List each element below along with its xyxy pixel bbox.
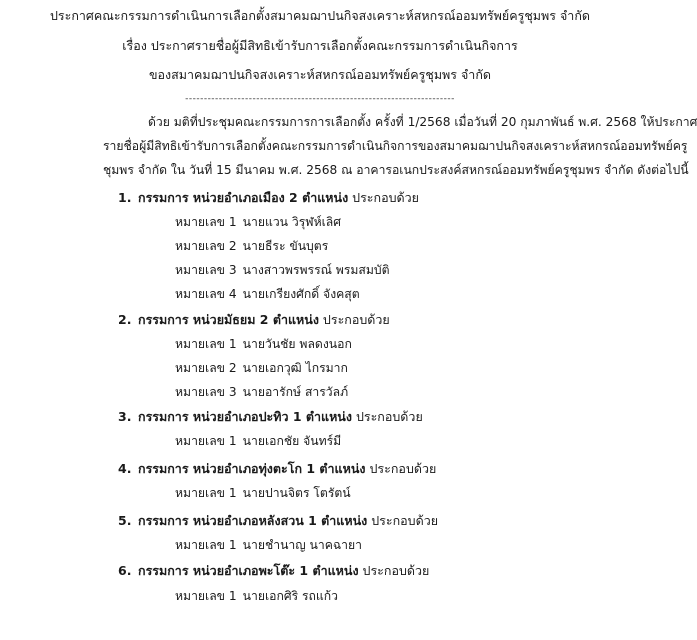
candidate-entry <box>175 384 348 400</box>
section-number: 3. <box>118 409 132 424</box>
section-heading <box>118 409 423 425</box>
section-heading <box>118 312 390 328</box>
candidate-number: หมายเลข 1 <box>175 215 237 229</box>
candidate-name: นายเอกวุฒิ ไกรมาก <box>242 361 348 375</box>
section-number: 6. <box>118 563 132 578</box>
candidate-entry <box>175 286 360 302</box>
section-title: กรรมการ หน่วยมัธยม 2 ตำแหน่ง <box>138 312 319 327</box>
section-number: 5. <box>118 513 132 528</box>
candidate-number: หมายเลข 3 <box>175 385 237 399</box>
candidate-entry <box>175 238 328 254</box>
section-heading <box>118 513 438 529</box>
section-heading <box>118 461 436 477</box>
section-suffix: ประกอบด้วย <box>371 513 439 528</box>
section-heading <box>118 190 419 206</box>
candidate-name: นางสาวพรพรรณ์ พรมสมบัติ <box>242 263 390 277</box>
announcement-title: ประกาศคณะกรรมการดำเนินการเลือกตั้งสมาคมฌาปนกิจสงเคราะห์สหกรณ์ออมทรัพย์ครูชุมพร จำกัด <box>49 8 590 23</box>
candidate-name: นายชำนาญ นาคฉายา <box>242 538 362 552</box>
candidate-number: หมายเลข 1 <box>175 589 237 603</box>
candidate-name: นายเกรียงศักดิ์ จังคสุต <box>242 287 360 301</box>
candidate-entry <box>175 336 352 352</box>
candidate-name: นายวันชัย พลดงนอก <box>242 337 352 351</box>
candidate-entry <box>175 588 338 604</box>
announcement-subject-cont: ของสมาคมฌาปนกิจสงเคราะห์สหกรณ์ออมทรัพย์ครูชุมพร จำกัด <box>148 67 492 82</box>
intro-line-1: ด้วย มติที่ประชุมคณะกรรมการการเลือกตั้ง ครั้งที่ 1/2568 เมื่อวันที่ 20 กุมภาพันธ์ พ.ศ. 2568 ให้ประกาศ <box>148 115 697 129</box>
section-suffix: ประกอบด้วย <box>362 563 430 578</box>
candidate-name: นายแวน วิรุฬห์เลิศ <box>242 215 342 229</box>
section-number: 1. <box>118 190 132 205</box>
section-heading <box>118 563 429 579</box>
candidate-name: นายอารักษ์ สารวัลภ์ <box>242 385 349 399</box>
candidate-entry <box>175 360 348 376</box>
section-number: 4. <box>118 461 132 476</box>
section-suffix: ประกอบด้วย <box>352 190 419 205</box>
section-title: กรรมการ หน่วยอำเภอหลังสวน 1 ตำแหน่ง <box>138 513 368 528</box>
candidate-number: หมายเลข 1 <box>175 538 237 552</box>
candidate-number: หมายเลข 1 <box>175 434 237 448</box>
candidate-number: หมายเลข 1 <box>175 337 237 351</box>
intro-line-3: ชุมพร จำกัด ใน วันที่ 15 มีนาคม พ.ศ. 2568 ณ อาคารอเนกประสงค์สหกรณ์ออมทรัพย์ครูชุมพร จำกัด ดังต่อไปนี้ <box>103 163 689 177</box>
intro-line-2: รายชื่อผู้มีสิทธิเข้ารับการเลือกตั้งคณะกรรมการดำเนินกิจการของสมาคมฌาปนกิจสงเคราะห์สหกรณ์ออมทรัพย์ครู <box>103 139 688 153</box>
section-suffix: ประกอบด้วย <box>322 312 390 327</box>
candidate-number: หมายเลข 3 <box>175 263 237 277</box>
candidate-name: นายเอกชัย จันทร์มี <box>242 434 342 448</box>
section-suffix: ประกอบด้วย <box>355 409 423 424</box>
section-title: กรรมการ หน่วยอำเภอเมือง 2 ตำแหน่ง <box>138 190 349 205</box>
section-title: กรรมการ หน่วยอำเภอปะทิว 1 ตำแหน่ง <box>138 409 352 424</box>
candidate-name: นายปานจิตร โตรัตน์ <box>242 486 351 500</box>
candidate-number: หมายเลข 2 <box>175 239 237 253</box>
section-suffix: ประกอบด้วย <box>369 461 437 476</box>
candidate-entry <box>175 537 362 553</box>
candidate-number: หมายเลข 1 <box>175 486 237 500</box>
section-title: กรรมการ หน่วยอำเภอทุ่งตะโก 1 ตำแหน่ง <box>138 461 366 476</box>
candidate-name: นายธีระ ขันบุตร <box>242 239 329 253</box>
section-number: 2. <box>118 312 132 327</box>
candidate-entry <box>175 433 341 449</box>
divider-line: ------------------------------------------------------------------------ <box>185 94 455 104</box>
section-title: กรรมการ หน่วยอำเภอพะโต๊ะ 1 ตำแหน่ง <box>138 563 359 578</box>
candidate-number: หมายเลข 2 <box>175 361 237 375</box>
candidate-entry <box>175 214 341 230</box>
candidate-entry <box>175 262 390 278</box>
candidate-entry <box>175 485 351 501</box>
candidate-name: นายเอกศิริ รถแก้ว <box>242 589 338 603</box>
announcement-subject: เรื่อง ประกาศรายชื่อผู้มีสิทธิเข้ารับการเลือกตั้งคณะกรรมการดำเนินกิจการ <box>122 38 518 53</box>
candidate-number: หมายเลข 4 <box>175 287 237 301</box>
